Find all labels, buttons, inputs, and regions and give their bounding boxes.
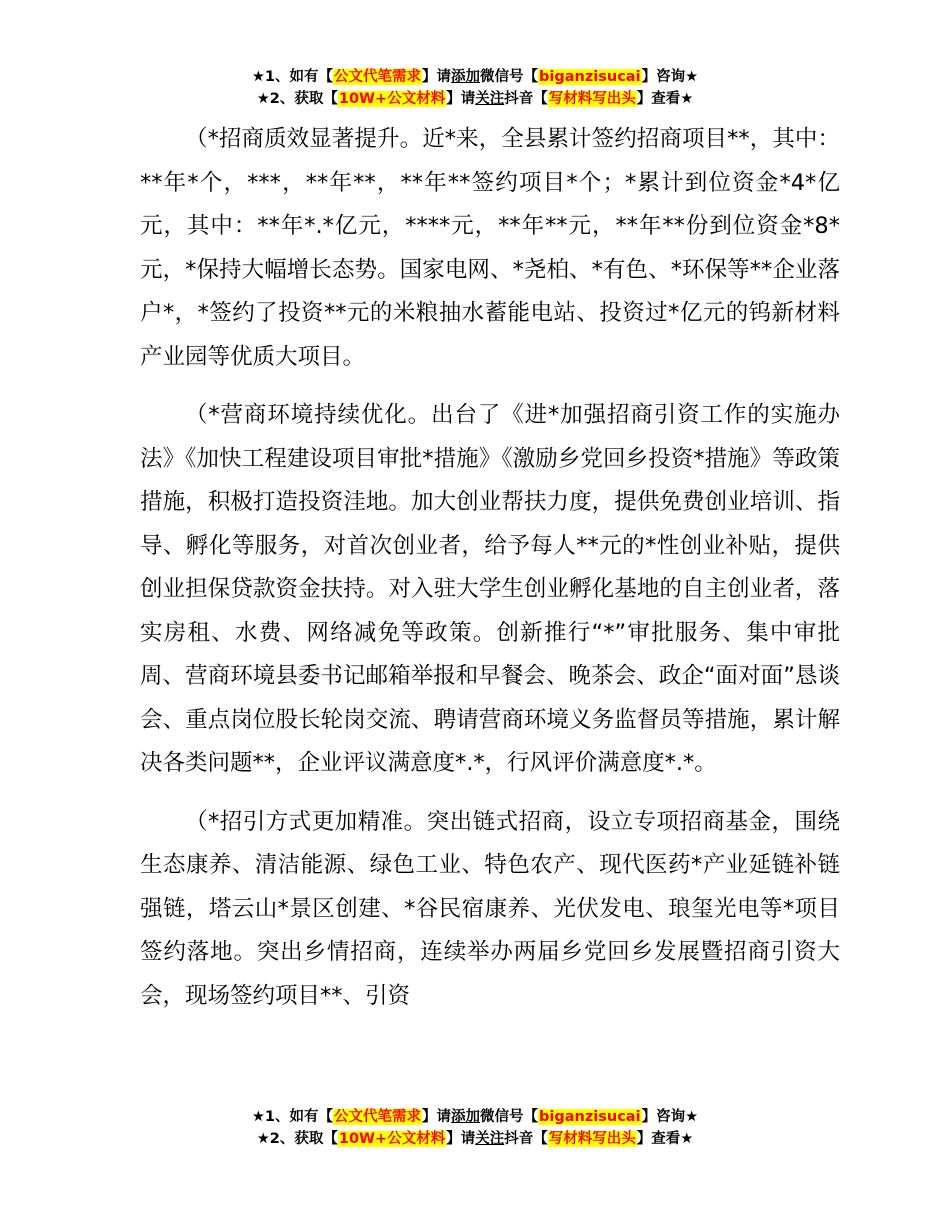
header-banner	[0, 66, 950, 110]
banner-highlight: 写材料写出头	[548, 91, 636, 107]
banner-line-1	[0, 66, 950, 88]
banner-text: 】查看★	[636, 1131, 694, 1147]
banner-line-2	[0, 88, 950, 110]
paragraph-investment-results: （*招商质效显著提升。近*来，全县累计签约招商项目**，其中：**年*个，***，**年**，**年**签约项目*个；*累计到位资金*4*亿元，其中：**年*.*亿元，****元，**年**元，**年**份到位资金*8*元，*保持大幅增长态势。国家电网、*尧柏、*有色、*环保等**企业落户*，*签约了投资**元的米粮抽水蓄能电站、投资过*亿元的钨新材料产业园等优质大项目。	[140, 126, 840, 370]
paragraph-investment-methods: （*招引方式更加精准。突出链式招商，设立专项招商基金，围绕生态康养、清洁能源、绿色工业、特色农产、现代医药*产业延链补链强链，塔云山*景区创建、*谷民宿康养、光伏发电、琅玺光电等*项目签约落地。突出乡情招商，连续举办两届乡党回乡发展暨招商引资大会，现场签约项目**、引资	[140, 808, 840, 1009]
banner-highlight: 公文代笔需求	[334, 69, 422, 85]
banner-text: 】请	[446, 1131, 476, 1147]
banner-underlined: 添加	[451, 1109, 481, 1125]
banner-highlight: 公文代笔需求	[334, 1109, 422, 1125]
banner-highlight: biganzisucai	[539, 1109, 641, 1125]
banner-highlight: 10W+公文材料	[338, 1131, 446, 1147]
banner-highlight: 写材料写出头	[548, 1131, 636, 1147]
paragraph-business-environment: （*营商环境持续优化。出台了《进*加强招商引资工作的实施办法》《加快工程建设项目审批*措施》《激励乡党回乡投资*措施》等政策措施，积极打造投资洼地。加大创业帮扶力度，提供免费创业培训、指导、孵化等服务，对首次创业者，给予每人**元的*性创业补贴，提供创业担保贷款资金扶持。对入驻大学生创业孵化基地的自主创业者，落实房租、水费、网络减免等政策。创新推行“*”审批服务、集中审批周、营商环境县委书记邮箱举报和早餐会、晚茶会、政企“面对面”恳谈会、重点岗位股长轮岗交流、聘请营商环境义务监督员等措施，累计解决各类问题**，企业评议满意度*.*，行风评价满意度*.*。	[140, 402, 840, 776]
banner-text: ★2、获取【	[256, 1131, 338, 1147]
banner-line-1	[0, 1106, 950, 1128]
banner-line-2	[0, 1128, 950, 1150]
banner-text: ★2、获取【	[256, 91, 338, 107]
document-body	[140, 118, 840, 1033]
banner-text: 】咨询★	[641, 69, 699, 85]
banner-highlight: biganzisucai	[539, 69, 641, 85]
footer-banner	[0, 1106, 950, 1150]
banner-text: 微信号【	[480, 1109, 539, 1125]
banner-underlined: 关注	[475, 91, 505, 107]
banner-text: 抖音【	[504, 1131, 548, 1147]
banner-text: ★1、如有【	[251, 69, 334, 85]
banner-text: 】查看★	[636, 91, 694, 107]
banner-highlight: 10W+公文材料	[338, 91, 446, 107]
banner-text: 】咨询★	[641, 1109, 699, 1125]
banner-underlined: 关注	[475, 1131, 505, 1147]
banner-text: 抖音【	[504, 91, 548, 107]
banner-text: ★1、如有【	[251, 1109, 334, 1125]
banner-text: 微信号【	[480, 69, 539, 85]
banner-underlined: 添加	[451, 69, 481, 85]
banner-text: 】请	[422, 69, 452, 85]
banner-text: 】请	[422, 1109, 452, 1125]
banner-text: 】请	[446, 91, 476, 107]
